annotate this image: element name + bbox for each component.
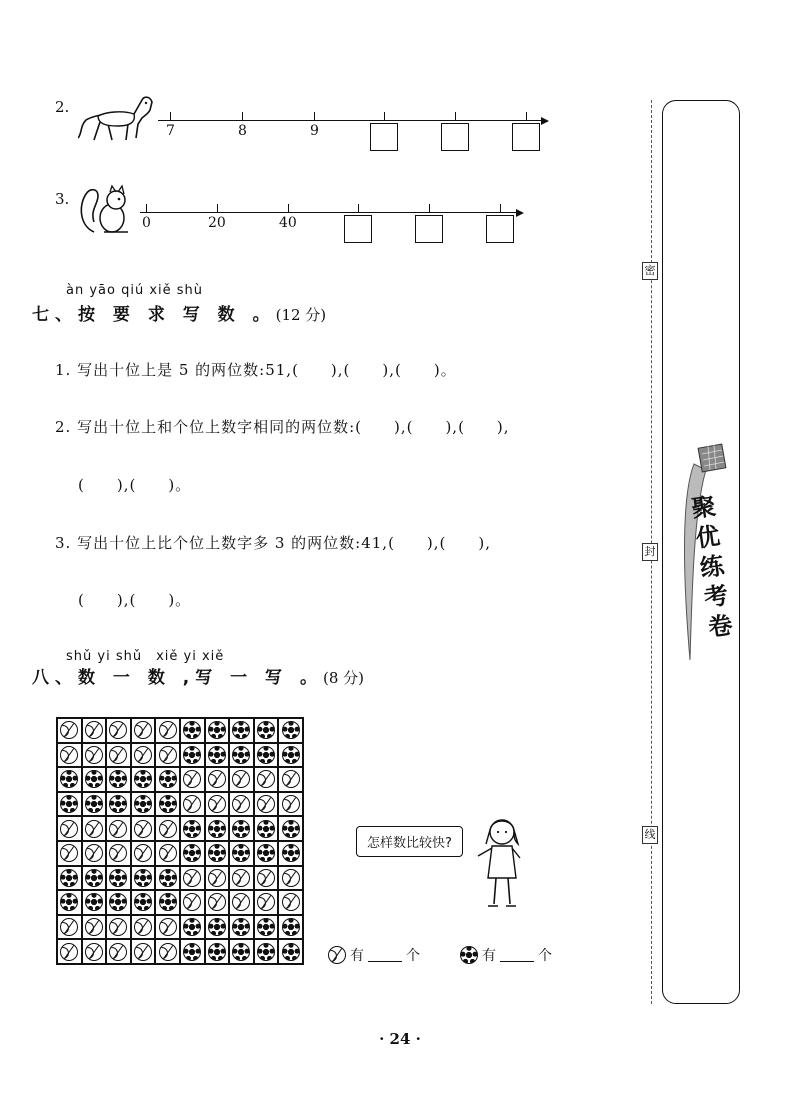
basketball-icon xyxy=(282,770,300,788)
basketball-icon xyxy=(85,943,103,961)
tick-label: 9 xyxy=(310,123,319,139)
grid-cell xyxy=(131,915,156,940)
grid-cell xyxy=(155,890,180,915)
answer-box[interactable] xyxy=(486,215,514,243)
grid-cell xyxy=(180,841,205,866)
soccer-ball-icon xyxy=(60,869,78,887)
basketball-icon xyxy=(159,721,177,739)
section-7-question-1: 1. 写出十位上是 5 的两位数:51,( ),( ),( )。 xyxy=(55,361,457,379)
soccer-ball-icon xyxy=(257,918,275,936)
soccer-ball-icon xyxy=(183,721,201,739)
grid-cell xyxy=(82,816,107,841)
soccer-ball-icon xyxy=(232,721,250,739)
legend-soccer xyxy=(460,945,552,965)
grid-cell xyxy=(106,767,131,792)
section-7-title: 七、按 要 求 写 数 。 xyxy=(32,305,276,325)
soccer-ball-icon xyxy=(109,893,127,911)
grid-cell xyxy=(82,767,107,792)
grid-cell xyxy=(180,718,205,743)
grid-cell xyxy=(57,939,82,964)
basketball-icon xyxy=(109,844,127,862)
grid-cell xyxy=(57,767,82,792)
basketball-icon xyxy=(109,943,127,961)
grid-cell xyxy=(229,792,254,817)
grid-cell xyxy=(278,939,303,964)
legend-basketball-unit: 个 xyxy=(406,948,420,964)
soccer-ball-icon xyxy=(282,746,300,764)
grid-cell xyxy=(254,816,279,841)
grid-cell xyxy=(205,866,230,891)
basketball-icon xyxy=(208,869,226,887)
grid-cell xyxy=(57,743,82,768)
grid-cell xyxy=(82,718,107,743)
soccer-ball-icon xyxy=(159,770,177,788)
grid-cell xyxy=(278,792,303,817)
grid-cell xyxy=(82,866,107,891)
tick xyxy=(217,204,218,212)
section-8-heading xyxy=(32,663,364,688)
basketball-icon xyxy=(134,721,152,739)
grid-cell xyxy=(180,792,205,817)
soccer-ball-icon xyxy=(208,918,226,936)
grid-cell xyxy=(82,792,107,817)
basketball-icon xyxy=(60,844,78,862)
soccer-ball-icon xyxy=(85,770,103,788)
question-2-label: 2. xyxy=(55,98,70,116)
grid-cell xyxy=(131,792,156,817)
soccer-ball-icon xyxy=(85,869,103,887)
basketball-icon xyxy=(159,746,177,764)
grid-cell xyxy=(254,792,279,817)
tick xyxy=(500,204,501,212)
grid-cell xyxy=(180,939,205,964)
seal-xian: 线 xyxy=(642,826,658,844)
legend-soccer-text: 有 xyxy=(482,948,496,964)
soccer-ball-icon xyxy=(183,844,201,862)
soccer-ball-icon xyxy=(257,943,275,961)
grid-cell xyxy=(57,866,82,891)
basketball-icon xyxy=(282,869,300,887)
tick-label: 0 xyxy=(142,215,151,231)
grid-cell xyxy=(155,915,180,940)
grid-cell xyxy=(278,866,303,891)
basketball-icon xyxy=(134,820,152,838)
grid-cell xyxy=(155,792,180,817)
tick xyxy=(384,112,385,120)
soccer-ball-icon xyxy=(85,795,103,813)
girl-icon xyxy=(470,814,530,914)
tick xyxy=(429,204,430,212)
grid-cell xyxy=(106,890,131,915)
tick xyxy=(358,204,359,212)
tick-label: 8 xyxy=(238,123,247,139)
grid-cell xyxy=(229,743,254,768)
soccer-ball-icon xyxy=(232,918,250,936)
section-7-pinyin: àn yāo qiú xiě shù xyxy=(66,283,204,298)
grid-cell xyxy=(278,816,303,841)
section-8-title: 八、数 一 数 ,写 一 写 。 xyxy=(32,668,323,688)
grid-cell xyxy=(278,767,303,792)
soccer-ball-icon xyxy=(60,795,78,813)
section-8-points: (8 分) xyxy=(322,669,364,687)
tick-label: 40 xyxy=(279,215,297,231)
section-7-heading xyxy=(32,300,326,325)
grid-cell xyxy=(155,816,180,841)
grid-cell xyxy=(57,792,82,817)
soccer-ball-icon xyxy=(282,943,300,961)
basketball-icon xyxy=(257,893,275,911)
soccer-ball-icon xyxy=(208,943,226,961)
tick xyxy=(242,112,243,120)
soccer-ball-icon xyxy=(134,770,152,788)
grid-cell xyxy=(131,743,156,768)
grid-cell xyxy=(155,866,180,891)
grid-cell xyxy=(180,915,205,940)
soccer-ball-icon xyxy=(183,746,201,764)
answer-box[interactable] xyxy=(512,123,540,151)
basketball-icon xyxy=(60,943,78,961)
horse-icon xyxy=(78,92,158,146)
soccer-ball-icon xyxy=(282,918,300,936)
soccer-ball-icon xyxy=(257,820,275,838)
basketball-icon xyxy=(85,820,103,838)
basketball-icon xyxy=(134,918,152,936)
soccer-ball-icon xyxy=(159,893,177,911)
soccer-ball-icon xyxy=(460,946,478,964)
grid-cell xyxy=(57,890,82,915)
answer-box[interactable] xyxy=(415,215,443,243)
grid-cell xyxy=(278,915,303,940)
grid-cell xyxy=(254,767,279,792)
soccer-ball-icon xyxy=(208,820,226,838)
answer-box[interactable] xyxy=(344,215,372,243)
grid-cell xyxy=(131,816,156,841)
basketball-icon xyxy=(60,918,78,936)
section-7-question-2: 2. 写出十位上和个位上数字相同的两位数:( ),( ),( ), xyxy=(55,418,510,436)
answer-box[interactable] xyxy=(370,123,398,151)
grid-cell xyxy=(254,866,279,891)
grid-cell xyxy=(57,915,82,940)
basketball-icon xyxy=(60,820,78,838)
speech-bubble: 怎样数比较快? xyxy=(356,826,463,857)
grid-cell xyxy=(254,915,279,940)
soccer-ball-icon xyxy=(282,721,300,739)
grid-cell xyxy=(180,866,205,891)
tick xyxy=(314,112,315,120)
soccer-ball-icon xyxy=(208,746,226,764)
legend-soccer-unit: 个 xyxy=(538,948,552,964)
soccer-ball-icon xyxy=(257,844,275,862)
grid-cell xyxy=(229,939,254,964)
basketball-icon xyxy=(109,721,127,739)
section-7-question-3-cont: ( ),( )。 xyxy=(78,591,192,609)
grid-cell xyxy=(205,816,230,841)
basketball-icon xyxy=(134,943,152,961)
section-7-question-2-cont: ( ),( )。 xyxy=(78,476,192,494)
soccer-ball-icon xyxy=(232,943,250,961)
grid-cell xyxy=(229,866,254,891)
soccer-ball-icon xyxy=(282,844,300,862)
soccer-ball-icon xyxy=(183,918,201,936)
grid-cell xyxy=(131,866,156,891)
basketball-icon xyxy=(232,770,250,788)
soccer-ball-icon xyxy=(232,746,250,764)
basketball-icon xyxy=(134,844,152,862)
section-8-pinyin: shǔ yi shǔ xiě yi xiě xyxy=(66,649,225,664)
basketball-icon xyxy=(85,746,103,764)
grid-cell xyxy=(205,890,230,915)
basketball-icon xyxy=(208,893,226,911)
grid-cell xyxy=(229,816,254,841)
section-7-question-3: 3. 写出十位上比个位上数字多 3 的两位数:41,( ),( ), xyxy=(55,534,492,552)
basketball-icon xyxy=(257,869,275,887)
grid-cell xyxy=(131,939,156,964)
tick-label: 20 xyxy=(208,215,226,231)
grid-cell xyxy=(205,939,230,964)
soccer-ball-icon xyxy=(134,795,152,813)
section-7-points: (12 分) xyxy=(275,306,327,324)
grid-cell xyxy=(205,767,230,792)
soccer-ball-icon xyxy=(159,869,177,887)
grid-cell xyxy=(57,816,82,841)
tick xyxy=(288,204,289,212)
number-line-arrow xyxy=(516,209,524,217)
ball-grid xyxy=(56,717,304,965)
basketball-icon xyxy=(85,844,103,862)
grid-cell xyxy=(82,939,107,964)
grid-cell xyxy=(82,841,107,866)
soccer-ball-icon xyxy=(60,770,78,788)
soccer-ball-icon xyxy=(257,746,275,764)
grid-cell xyxy=(278,841,303,866)
basketball-icon xyxy=(183,869,201,887)
seal-mi: 密 xyxy=(642,262,658,280)
grid-cell xyxy=(82,915,107,940)
grid-cell xyxy=(229,841,254,866)
basketball-icon xyxy=(232,893,250,911)
grid-cell xyxy=(131,841,156,866)
basketball-icon xyxy=(328,946,346,964)
basketball-icon xyxy=(60,721,78,739)
soccer-ball-icon xyxy=(208,844,226,862)
soccer-ball-icon xyxy=(60,893,78,911)
soccer-ball-icon xyxy=(159,795,177,813)
grid-cell xyxy=(106,743,131,768)
grid-cell xyxy=(155,939,180,964)
tick-label: 7 xyxy=(166,123,175,139)
soccer-ball-icon xyxy=(257,721,275,739)
squirrel-icon xyxy=(76,182,136,238)
basketball-icon xyxy=(183,770,201,788)
legend-basketball xyxy=(328,945,420,965)
basketball-icon xyxy=(109,820,127,838)
grid-cell xyxy=(229,767,254,792)
grid-cell xyxy=(205,718,230,743)
grid-cell xyxy=(180,767,205,792)
basketball-count-blank[interactable] xyxy=(368,948,402,962)
basketball-icon xyxy=(232,869,250,887)
tick xyxy=(170,112,171,120)
grid-cell xyxy=(155,718,180,743)
grid-cell xyxy=(106,915,131,940)
tick xyxy=(526,112,527,120)
grid-cell xyxy=(106,718,131,743)
soccer-ball-icon xyxy=(134,869,152,887)
grid-cell xyxy=(106,866,131,891)
basketball-icon xyxy=(159,820,177,838)
soccer-count-blank[interactable] xyxy=(500,948,534,962)
grid-cell xyxy=(229,718,254,743)
grid-cell xyxy=(106,939,131,964)
banner-title: 聚优练考卷 xyxy=(689,492,735,642)
basketball-icon xyxy=(159,918,177,936)
grid-cell xyxy=(82,890,107,915)
grid-cell xyxy=(155,743,180,768)
basketball-icon xyxy=(208,770,226,788)
grid-cell xyxy=(131,718,156,743)
basketball-icon xyxy=(159,943,177,961)
soccer-ball-icon xyxy=(134,893,152,911)
grid-cell xyxy=(131,890,156,915)
page-number: · 24 · xyxy=(379,1030,421,1048)
grid-cell xyxy=(205,915,230,940)
grid-cell xyxy=(254,841,279,866)
grid-cell xyxy=(57,841,82,866)
grid-cell xyxy=(57,718,82,743)
soccer-ball-icon xyxy=(85,893,103,911)
tick xyxy=(455,112,456,120)
grid-cell xyxy=(155,841,180,866)
tick xyxy=(146,204,147,212)
grid-cell xyxy=(180,890,205,915)
soccer-ball-icon xyxy=(109,795,127,813)
basketball-icon xyxy=(257,795,275,813)
grid-cell xyxy=(180,816,205,841)
basketball-icon xyxy=(282,893,300,911)
grid-cell xyxy=(205,841,230,866)
seal-feng: 封 xyxy=(642,543,658,561)
basketball-icon xyxy=(183,893,201,911)
grid-cell xyxy=(254,743,279,768)
soccer-ball-icon xyxy=(282,820,300,838)
basketball-icon xyxy=(85,918,103,936)
grid-cell xyxy=(106,792,131,817)
soccer-ball-icon xyxy=(183,943,201,961)
question-3-label: 3. xyxy=(55,190,70,208)
basketball-icon xyxy=(60,746,78,764)
number-line-arrow xyxy=(541,117,549,125)
basketball-icon xyxy=(282,795,300,813)
grid-cell xyxy=(106,841,131,866)
grid-cell xyxy=(131,767,156,792)
basketball-icon xyxy=(85,721,103,739)
basketball-icon xyxy=(159,844,177,862)
grid-cell xyxy=(229,915,254,940)
grid-cell xyxy=(278,890,303,915)
grid-cell xyxy=(155,767,180,792)
grid-cell xyxy=(254,890,279,915)
soccer-ball-icon xyxy=(109,770,127,788)
grid-cell xyxy=(106,816,131,841)
grid-cell xyxy=(82,743,107,768)
grid-cell xyxy=(254,939,279,964)
basketball-icon xyxy=(109,746,127,764)
grid-cell xyxy=(205,743,230,768)
grid-cell xyxy=(229,890,254,915)
legend-basketball-text: 有 xyxy=(350,948,364,964)
grid-cell xyxy=(278,718,303,743)
soccer-ball-icon xyxy=(183,820,201,838)
basketball-icon xyxy=(109,918,127,936)
answer-box[interactable] xyxy=(441,123,469,151)
basketball-icon xyxy=(134,746,152,764)
basketball-icon xyxy=(208,795,226,813)
basketball-icon xyxy=(257,770,275,788)
soccer-ball-icon xyxy=(208,721,226,739)
basketball-icon xyxy=(183,795,201,813)
grid-cell xyxy=(205,792,230,817)
grid-cell xyxy=(278,743,303,768)
grid-cell xyxy=(254,718,279,743)
soccer-ball-icon xyxy=(232,820,250,838)
grid-cell xyxy=(180,743,205,768)
soccer-ball-icon xyxy=(232,844,250,862)
soccer-ball-icon xyxy=(109,869,127,887)
number-line-3 xyxy=(140,212,518,213)
basketball-icon xyxy=(232,795,250,813)
number-line-2 xyxy=(158,120,544,121)
